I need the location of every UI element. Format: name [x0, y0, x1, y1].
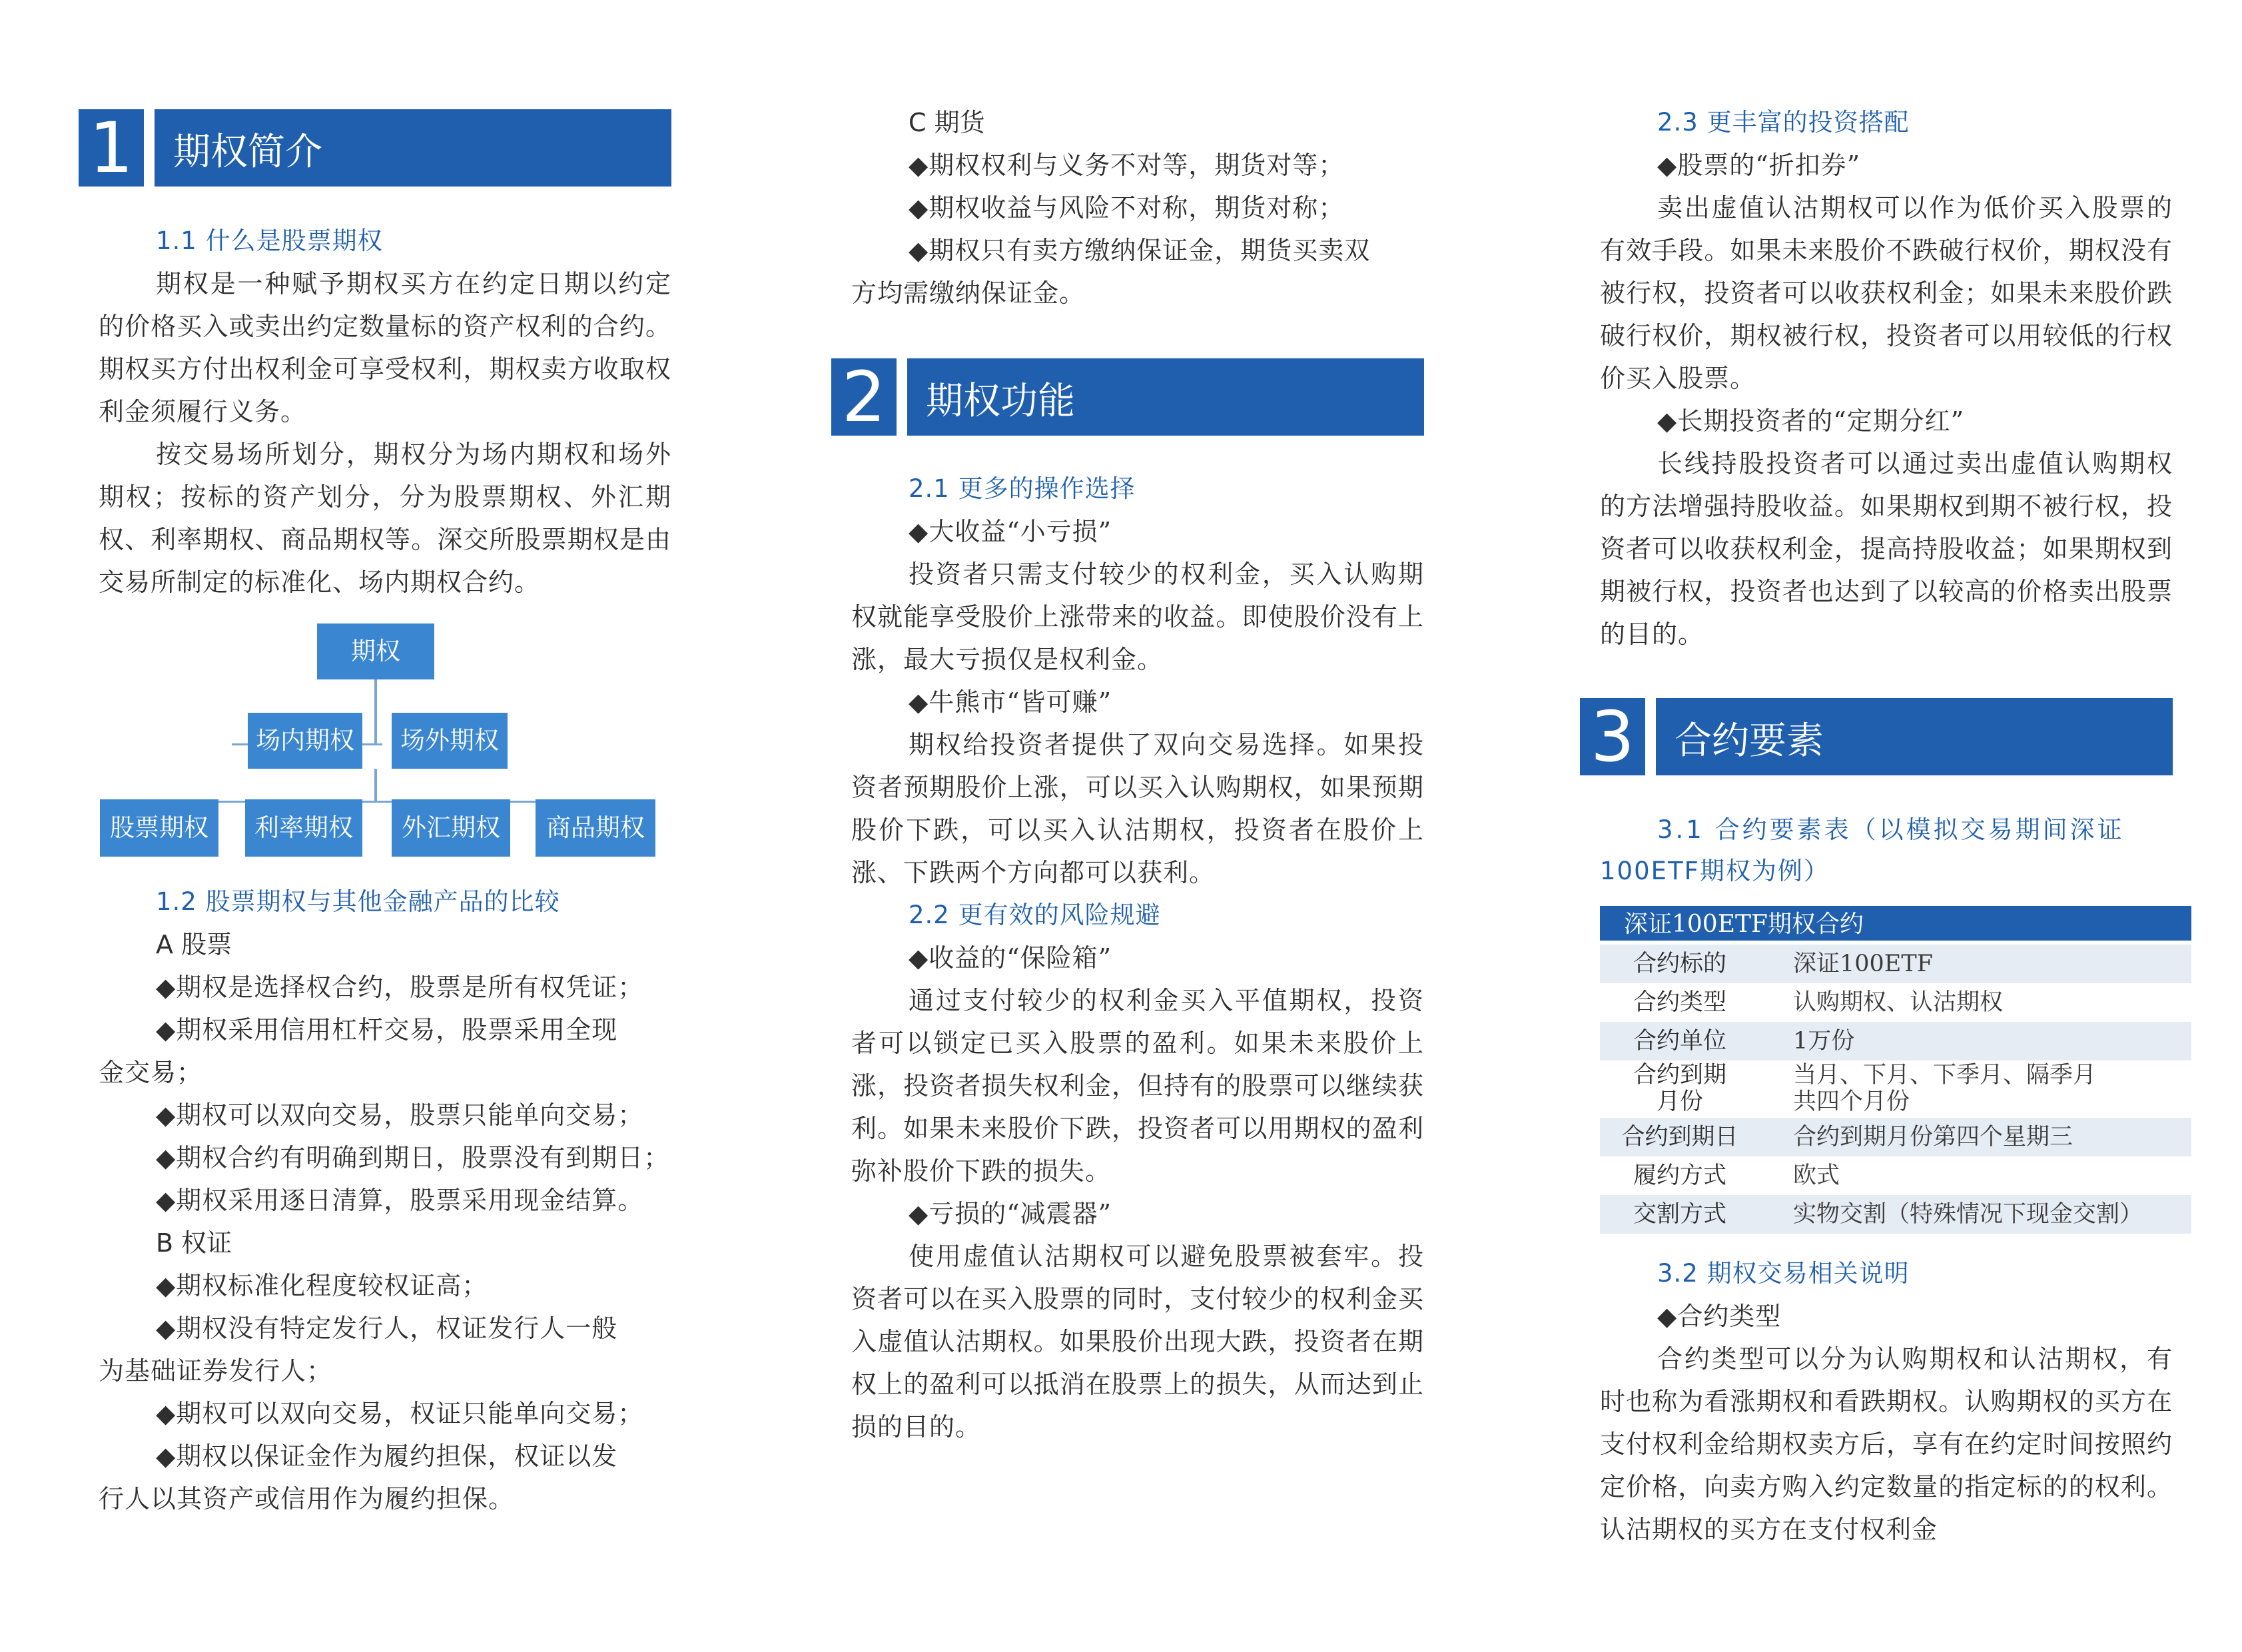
- chart-node-stock-options: 股票期权: [100, 799, 218, 857]
- table-value: 合约到期月份第四个星期三: [1793, 1124, 2073, 1150]
- bullet-line: 为基础证券发行人；: [99, 1356, 333, 1386]
- table-key: 合约标的: [1633, 951, 1726, 977]
- bullet-line: ◆牛熊市“皆可赚”: [909, 687, 1112, 717]
- table-key: 合约类型: [1633, 989, 1726, 1016]
- bullet-line: ◆合约类型: [1657, 1302, 1782, 1331]
- chart-node-fx-options: 外汇期权: [392, 799, 510, 857]
- bullet-line: ◆期权可以双向交易，股票只能单向交易；: [156, 1100, 644, 1130]
- section-title: 期权简介: [155, 109, 671, 187]
- connector-line: [374, 769, 377, 801]
- chart-node-otc: 场外期权: [392, 713, 508, 769]
- subsection-title: 3.2 期权交易相关说明: [1657, 1259, 1910, 1288]
- bullet-line: ◆期权权利与义务不对等，期货对等；: [909, 151, 1345, 180]
- chart-node-root: 期权: [317, 623, 434, 679]
- subsection-title: 1.1 什么是股票期权: [156, 226, 383, 255]
- paragraph: 通过支付较少的权利金买入平值期权，投资者可以锁定已买入股票的盈利。如果未来股价上涨，投资者损失权利金，但持有的股票可以继续获利。如果未来股价下跌，投资者可以用期权的盈利弥补股价下跌的损失。: [851, 986, 1424, 1186]
- subsection-title: 3.1 合约要素表（以模拟交易期间深证: [1657, 815, 2125, 844]
- table-key: 履约方式: [1633, 1162, 1726, 1189]
- section-1-header: [79, 109, 671, 187]
- table-value: 共四个月份: [1793, 1088, 1910, 1115]
- bullet-line: ◆长期投资者的“定期分红”: [1657, 406, 1965, 436]
- bullet-line: ◆期权只有卖方缴纳保证金，期货买卖双: [909, 236, 1371, 265]
- table-key: 月份: [1656, 1088, 1703, 1115]
- subsection-title: 2.3 更丰富的投资搭配: [1657, 108, 1910, 137]
- bullet-line: ◆期权标准化程度较权证高；: [156, 1271, 488, 1300]
- table-row: [1600, 1060, 2191, 1118]
- paragraph: 卖出虚值认沽期权可以作为低价买入股票的有效手段。如果未来股价不跌破行权价，期权没有被行权，投资者可以收获权利金；如果未来股价跌破行权价，期权被行权，投资者可以用较低的行权价买入股票。: [1600, 193, 2173, 393]
- bullet-line: 金交易；: [99, 1058, 203, 1087]
- chart-node-rate-options: 利率期权: [245, 799, 362, 857]
- category-label: C 期货: [909, 108, 985, 137]
- bullet-line: 行人以其资产或信用作为履约担保。: [99, 1484, 515, 1513]
- paragraph: 按交易场所划分，期权分为场内期权和场外期权；按标的资产划分，分为股票期权、外汇期权、利率期权、商品期权等。深交所股票期权是由交易所制定的标准化、场内期权合约。: [99, 440, 671, 597]
- table-value: 实物交割（特殊情况下现金交割）: [1793, 1201, 2143, 1228]
- paragraph: 期权给投资者提供了双向交易选择。如果投资者预期股价上涨，可以买入认购期权，如果预期股价下跌，可以买入认沽期权，投资者在股价上涨、下跌两个方向都可以获利。: [851, 730, 1424, 887]
- chart-node-commodity-options: 商品期权: [536, 799, 655, 857]
- connector-line: [374, 679, 377, 745]
- bullet-line: 方均需缴纳保证金。: [851, 278, 1086, 308]
- subsection-title: 1.2 股票期权与其他金融产品的比较: [156, 887, 560, 916]
- table-value: 认购期权、认沽期权: [1793, 989, 2004, 1016]
- paragraph: 长线持股投资者可以通过卖出虚值认购期权的方法增强持股收益。如果期权到期不被行权，投资者可以收获权利金，提高持股收益；如果期权到期被行权，投资者也达到了以较高的价格卖出股票的目的。: [1600, 449, 2173, 649]
- table-key: 合约到期日: [1621, 1124, 1738, 1150]
- section-title: 合约要素: [1656, 698, 2173, 775]
- bullet-line: ◆期权采用信用杠杆交易，股票采用全现: [156, 1015, 618, 1044]
- category-label: A 股票: [156, 930, 232, 959]
- paragraph: 使用虚值认沽期权可以避免股票被套牢。投资者可以在买入股票的同时，支付较少的权利金买入虚值认沽期权。如果股价出现大跌，投资者在期权上的盈利可以抵消在股票上的损失，从而达到止损的目的。: [851, 1242, 1424, 1442]
- table-key: 合约到期: [1633, 1062, 1726, 1088]
- bullet-line: ◆亏损的“减震器”: [909, 1199, 1112, 1228]
- bullet-line: ◆期权可以双向交易，权证只能单向交易；: [156, 1399, 644, 1428]
- section-2-header: [831, 358, 1424, 436]
- bullet-line: ◆期权是选择权合约，股票是所有权凭证；: [156, 973, 644, 1002]
- table-header: 深证100ETF期权合约: [1600, 906, 2191, 943]
- options-classification-chart: [79, 623, 671, 857]
- table-value: 欧式: [1793, 1162, 1840, 1189]
- subsection-title: 2.2 更有效的风险规避: [909, 901, 1161, 929]
- subsection-title-cont: 100ETF期权为例）: [1600, 857, 1830, 885]
- paragraph: 期权是一种赋予期权买方在约定日期以约定的价格买入或卖出约定数量标的资产权利的合约。期权买方付出权利金可享受权利，期权卖方收取权利金须履行义务。: [99, 269, 671, 426]
- paragraph: 投资者只需支付较少的权利金，买入认购期权就能享受股价上涨带来的收益。即使股价没有上涨，最大亏损仅是权利金。: [851, 560, 1424, 674]
- table-row: [1600, 1156, 2191, 1195]
- paragraph: 合约类型可以分为认购期权和认沽期权，有时也称为看涨期权和看跌期权。认购期权的买方在支付权利金给期权卖方后，享有在约定时间按照约定价格，向卖方购入约定数量的指定标的的权利。认沽期权的买方在支付权利金: [1600, 1344, 2173, 1544]
- table-value: 深证100ETF: [1793, 951, 1933, 977]
- bullet-line: ◆期权采用逐日清算，股票采用现金结算。: [156, 1186, 644, 1215]
- section-title: 期权功能: [907, 358, 1424, 436]
- bullet-line: ◆期权以保证金作为履约担保，权证以发: [156, 1442, 618, 1471]
- bullet-line: ◆股票的“折扣券”: [1657, 151, 1861, 180]
- table-row: [1600, 945, 2191, 983]
- table-key: 合约单位: [1633, 1028, 1726, 1054]
- subsection-title: 2.1 更多的操作选择: [909, 474, 1136, 503]
- section-3-header: [1580, 698, 2173, 775]
- bullet-line: ◆期权没有特定发行人，权证发行人一般: [156, 1314, 618, 1343]
- category-label: B 权证: [156, 1228, 232, 1258]
- table-row: [1600, 1022, 2191, 1060]
- table-key: 交割方式: [1633, 1201, 1726, 1228]
- bullet-line: ◆收益的“保险箱”: [909, 943, 1112, 973]
- table-row: [1600, 983, 2191, 1022]
- table-row: [1600, 1195, 2191, 1234]
- section-number: 2: [831, 358, 897, 436]
- chart-node-exchange-traded: 场内期权: [248, 713, 362, 769]
- table-row: [1600, 1118, 2191, 1156]
- bullet-line: ◆期权收益与风险不对称，期货对称；: [909, 193, 1345, 222]
- bullet-line: ◆大收益“小亏损”: [909, 517, 1112, 546]
- table-value: 1万份: [1793, 1028, 1855, 1054]
- bullet-line: ◆期权合约有明确到期日，股票没有到期日；: [156, 1143, 670, 1172]
- section-number: 3: [1580, 698, 1645, 775]
- section-number: 1: [79, 109, 144, 187]
- table-value: 当月、下月、下季月、隔季月: [1793, 1062, 2097, 1088]
